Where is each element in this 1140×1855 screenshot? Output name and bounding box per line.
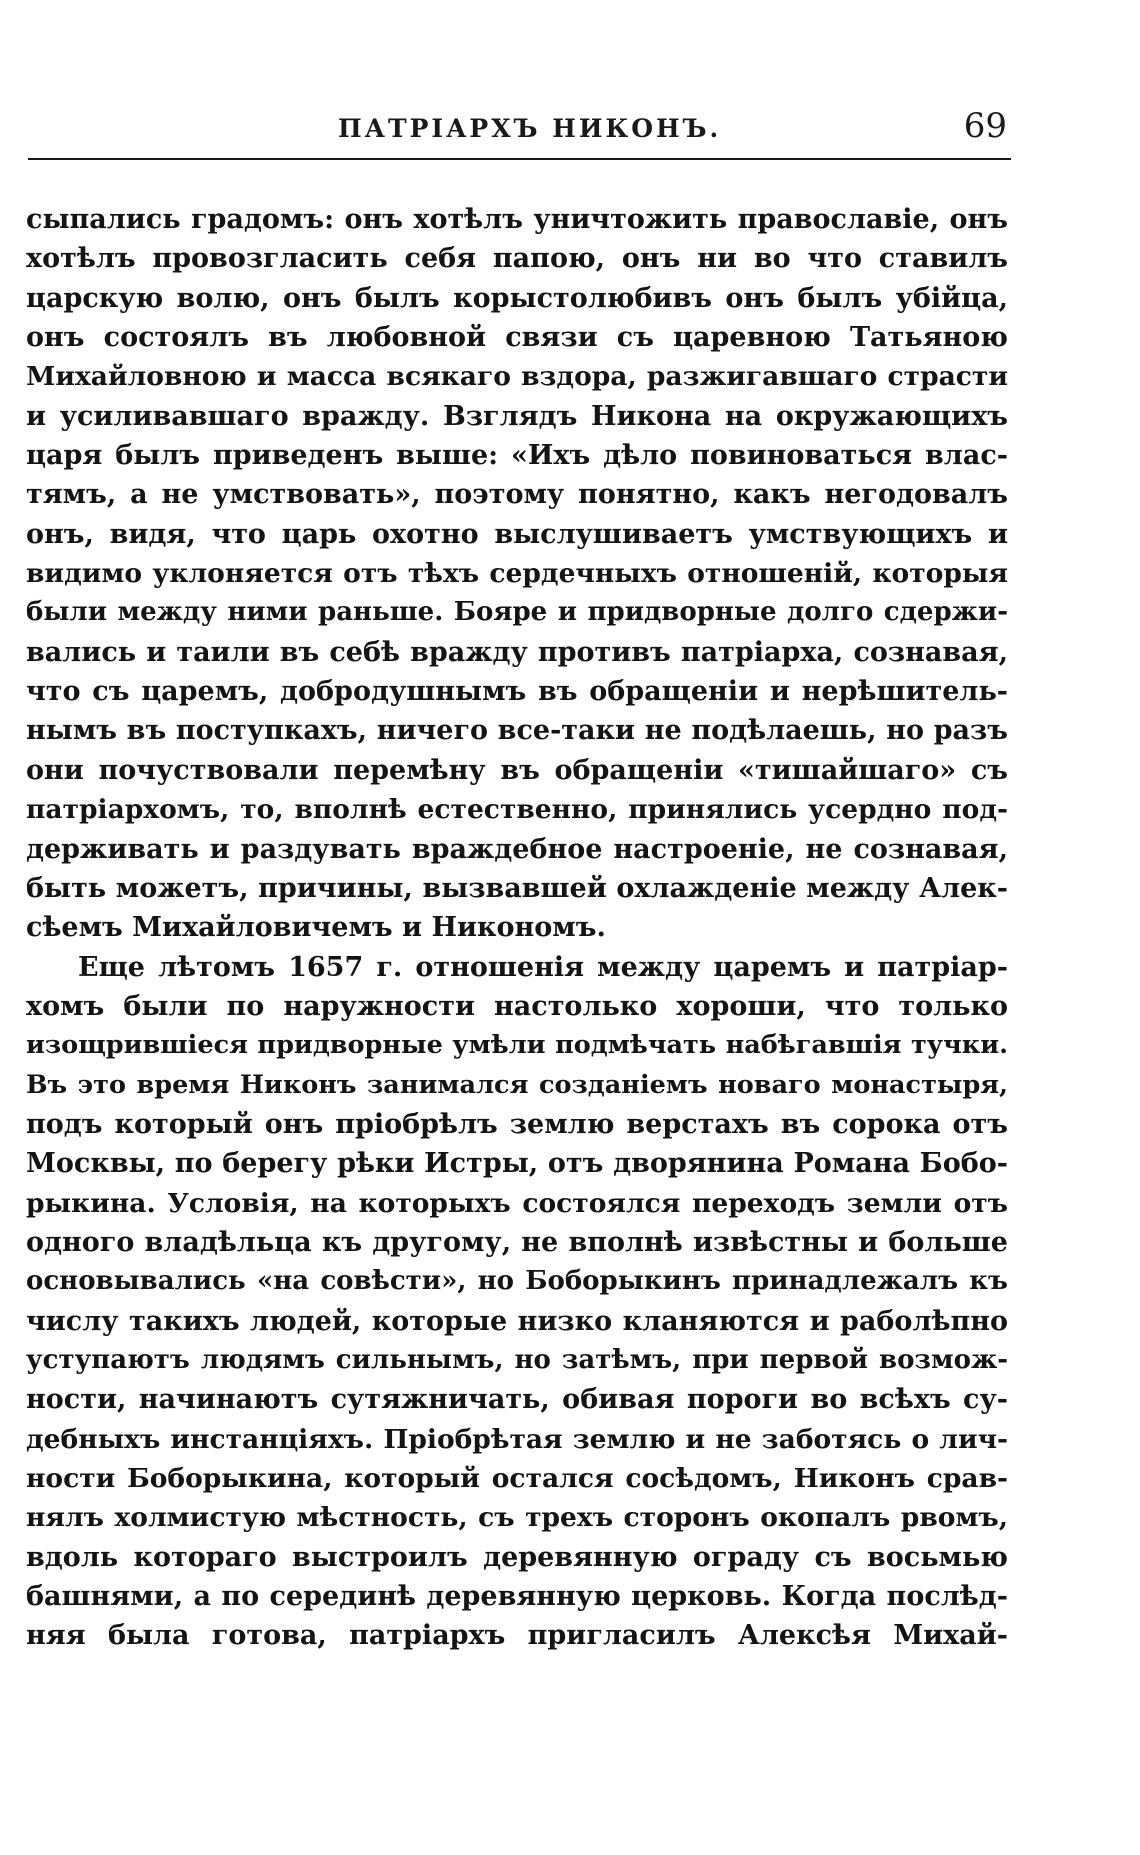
text-line: вдоль котораго выстроилъ деревянную ограду съ восьмью xyxy=(26,1541,1008,1573)
text-line: тямъ, а не умствовать», поэтому понятно, какъ негодовалъ xyxy=(26,479,1008,511)
body-text xyxy=(26,200,1008,1656)
paragraph-first-line: Еще лѣтомъ 1657 г. отношенія между царемъ и патріар- xyxy=(78,951,1008,983)
text-line: онъ состоялъ въ любовной связи съ царевною Татьяною xyxy=(26,322,1008,354)
text-line: Въ это время Никонъ занимался созданіемъ новаго монастыря, xyxy=(26,1069,1008,1100)
text-line: нялъ холмистую мѣстность, съ трехъ сторонъ окопалъ рвомъ, xyxy=(26,1502,1008,1534)
text-line: держивать и раздувать враждебное настроеніе, не сознавая, xyxy=(26,833,1008,865)
text-line: няя была готова, патріархъ пригласилъ Алексѣя Михай- xyxy=(26,1620,1008,1652)
text-line: они почуствовали перемѣну въ обращеніи «тишайшаго» съ xyxy=(26,754,1008,786)
text-line: уступаютъ людямъ сильнымъ, но затѣмъ, при первой возмож- xyxy=(26,1344,1008,1375)
text-line: нымъ въ поступкахъ, ничего все-таки не подѣлаешь, но разъ xyxy=(26,715,1008,747)
text-line: дебныхъ инстанціяхъ. Пріобрѣтая землю и не заботясь о лич- xyxy=(26,1423,1008,1455)
text-line: подъ который онъ пріобрѣлъ землю верстахъ въ сорока отъ xyxy=(26,1108,1008,1140)
paragraph-last-line: сѣемъ Михайловичемъ и Никономъ. xyxy=(26,912,606,944)
text-line: числу такихъ людей, которые низко кланяются и раболѣпно xyxy=(26,1305,1008,1337)
text-line: что съ царемъ, добродушнымъ въ обращеніи и нерѣшитель- xyxy=(26,676,1008,708)
text-line: патріархомъ, то, вполнѣ естественно, принялись усердно под- xyxy=(26,794,1008,826)
text-line: сыпались градомъ: онъ хотѣлъ уничтожить православіе, онъ xyxy=(26,204,1008,235)
text-line: хотѣлъ провозгласить себя папою, онъ ни во что ставилъ xyxy=(26,243,1008,275)
text-line: одного владѣльца къ другому, не вполнѣ извѣстны и больше xyxy=(26,1226,1008,1258)
text-line: царя былъ приведенъ выше: «Ихъ дѣло повиноваться влас- xyxy=(26,440,1008,472)
text-line: и усиливавшаго вражду. Взглядъ Никона на окружающихъ xyxy=(26,400,1008,432)
text-line: рыкина. Условія, на которыхъ состоялся переходъ земли отъ xyxy=(26,1187,1008,1219)
text-line: ности, начинаютъ сутяжничать, обивая пороги во всѣхъ су- xyxy=(26,1384,1008,1416)
running-head xyxy=(28,108,1011,160)
text-line: Михайловною и масса всякаго вздора, разжигавшаго страсти xyxy=(26,361,1008,393)
text-line: основывались «на совѣсти», но Боборыкинъ принадлежалъ къ xyxy=(26,1266,1008,1297)
text-line: вались и таили въ себѣ вражду противъ патріарха, сознавая, xyxy=(26,636,1008,668)
text-line: онъ, видя, что царь охотно выслушиваетъ умствующихъ и xyxy=(26,518,1008,550)
text-line: быть можетъ, причины, вызвавшей охлажденіе между Алек- xyxy=(26,872,1008,904)
text-line: башнями, а по серединѣ деревянную церковь. Когда послѣд- xyxy=(26,1581,1008,1613)
text-line: видимо уклоняется отъ тѣхъ сердечныхъ отношеній, которыя xyxy=(26,558,1008,590)
text-line: царскую волю, онъ былъ корыстолюбивъ онъ былъ убійца, xyxy=(26,282,1008,314)
text-line: хомъ были по наружности настолько хороши, что только xyxy=(26,990,1008,1022)
text-line: изощрившіеся придворные умѣли подмѣчать набѣгавшія тучки. xyxy=(26,1030,1008,1061)
running-title: ПАТРІАРХЪ НИКОНЪ. xyxy=(338,114,722,143)
text-line: ности Боборыкина, который остался сосѣдомъ, Никонъ срав- xyxy=(26,1463,1008,1494)
text-line: были между ними раньше. Бояре и придворные долго сдержи- xyxy=(26,597,1008,628)
text-line: Москвы, по берегу рѣки Истры, отъ дворянина Романа Бобо- xyxy=(26,1148,1008,1180)
page-number: 69 xyxy=(963,106,1007,146)
